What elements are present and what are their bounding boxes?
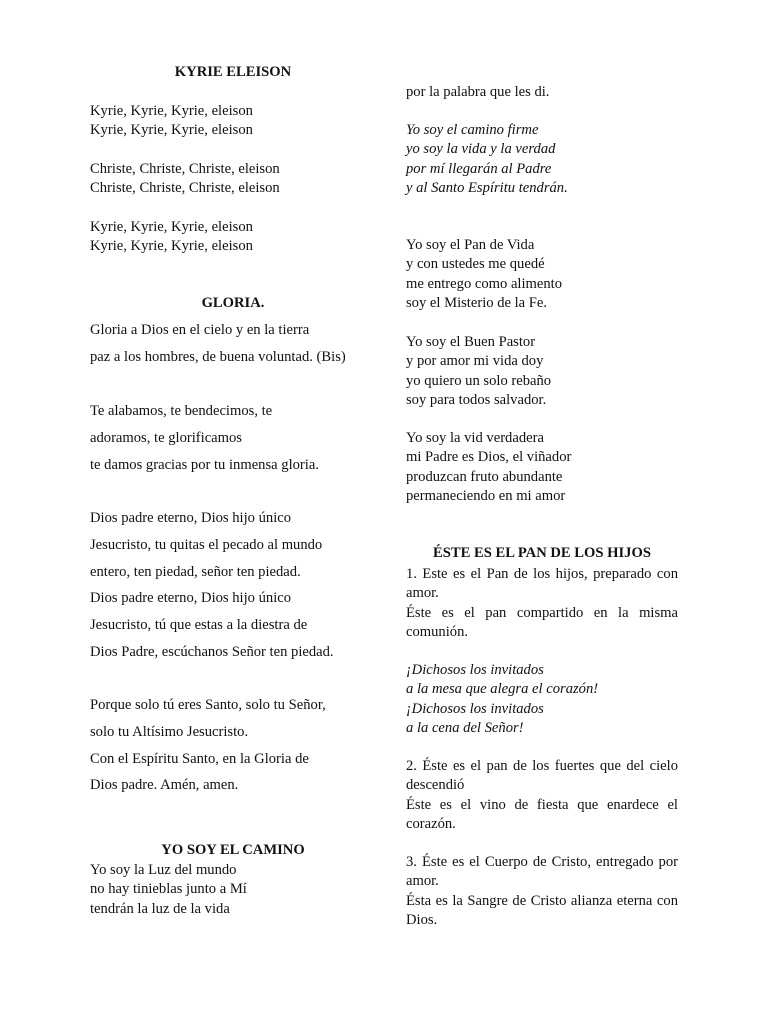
kyrie-stanza-2 [90, 160, 280, 199]
lyric-line: y al Santo Espíritu tendrán. [406, 179, 568, 196]
lyric-line: mi Padre es Dios, el viñador [406, 449, 572, 466]
pan-stanza-3 [406, 853, 678, 930]
lyric-line: por la palabra que les di. [406, 84, 550, 100]
lyric-line: ¡Dichosos los invitados [406, 700, 544, 717]
gloria-stanza-1 [90, 317, 346, 371]
lyric-line: adoramos, te glorificamos [90, 429, 242, 446]
lyric-line: Christe, Christe, Christe, eleison [90, 161, 280, 177]
lyric-line: y con ustedes me quedé [406, 256, 545, 273]
pan-stanza-2 [406, 757, 678, 834]
lyric-line: Kyrie, Kyrie, Kyrie, eleison [90, 219, 253, 235]
pan-title: ÉSTE ES EL PAN DE LOS HIJOS [433, 545, 651, 561]
lyric-line: ¡Dichosos los invitados [406, 662, 544, 678]
lyric-line: Yo soy el Buen Pastor [406, 334, 536, 350]
camino-continuation [406, 83, 549, 102]
lyric-line: Dios padre eterno, Dios hijo único [90, 510, 292, 526]
lyric-line: soy para todos salvador. [406, 391, 547, 408]
lyric-line: Te alabamos, te bendecimos, te [90, 403, 273, 419]
lyric-line: yo soy la vida y la verdad [406, 141, 556, 158]
lyric-line: Dios padre eterno, Dios hijo único [90, 590, 292, 607]
gloria-title: GLORIA. [201, 295, 265, 311]
lyric-line: Con el Espíritu Santo, en la Gloria de [90, 750, 309, 767]
camino-stanza-4 [406, 429, 571, 506]
lyric-line: Kyrie, Kyrie, Kyrie, eleison [90, 103, 253, 119]
lyric-line: Dios padre. Amén, amen. [90, 777, 239, 794]
pan-chorus [406, 661, 598, 738]
lyric-line: Yo soy la vid verdadera [406, 430, 544, 446]
kyrie-title: KYRIE ELEISON [174, 64, 292, 80]
lyric-line: solo tu Altísimo Jesucristo. [90, 723, 249, 740]
lyric-line: Éste es el vino de fiesta que enardece el corazón. [406, 796, 678, 832]
gloria-stanza-4 [90, 692, 326, 799]
lyric-line: Kyrie, Kyrie, Kyrie, eleison [90, 238, 253, 255]
lyric-line: 2. Éste es el pan de los fuertes que del cielo descendió [406, 758, 678, 794]
lyric-line: Éste es el pan compartido en la misma comunión. [406, 604, 678, 640]
lyric-line: Jesucristo, tu quitas el pecado al mundo [90, 536, 323, 553]
lyric-line: Yo soy el camino firme [406, 122, 539, 138]
gloria-stanza-2 [90, 398, 319, 478]
camino-stanza-1 [90, 861, 247, 919]
lyric-line: te damos gracias por tu inmensa gloria. [90, 456, 319, 473]
lyric-line: produzcan fruto abundante [406, 468, 563, 485]
lyric-line: Kyrie, Kyrie, Kyrie, eleison [90, 122, 253, 139]
lyric-line: y por amor mi vida doy [406, 353, 544, 370]
lyric-line: Ésta es la Sangre de Cristo alianza eterna con Dios. [406, 892, 678, 928]
lyric-line: me entrego como alimento [406, 275, 563, 292]
lyric-line: Jesucristo, tú que estas a la diestra de [90, 617, 308, 634]
lyric-line: Porque solo tú eres Santo, solo tu Señor, [90, 697, 326, 713]
lyric-line: Gloria a Dios en el cielo y en la tierra [90, 322, 310, 338]
lyric-line: a la cena del Señor! [406, 719, 524, 736]
lyric-line: entero, ten piedad, señor ten piedad. [90, 563, 301, 580]
lyric-line: yo quiero un solo rebaño [406, 372, 552, 389]
camino-stanza-2 [406, 236, 562, 313]
kyrie-stanza-3 [90, 218, 253, 257]
lyric-line: a la mesa que alegra el corazón! [406, 681, 599, 698]
lyric-line: 1. Este es el Pan de los hijos, preparado con amor. [406, 566, 678, 602]
camino-title: YO SOY EL CAMINO [161, 842, 305, 858]
lyric-line: 3. Éste es el Cuerpo de Cristo, entregado por amor. [406, 854, 678, 890]
lyric-line: Yo soy el Pan de Vida [406, 237, 535, 253]
lyric-line: Christe, Christe, Christe, eleison [90, 180, 280, 197]
lyric-line: soy el Misterio de la Fe. [406, 294, 548, 311]
lyric-line: paz a los hombres, de buena voluntad. (Bis) [90, 348, 346, 365]
pan-stanza-1 [406, 565, 678, 642]
lyric-line: no hay tinieblas junto a Mí [90, 881, 247, 898]
camino-stanza-3 [406, 333, 551, 410]
lyric-line: permaneciendo en mi amor [406, 487, 566, 504]
lyric-line: por mí llegarán al Padre [406, 160, 552, 177]
lyric-line: tendrán la luz de la vida [90, 900, 230, 917]
gloria-stanza-3 [90, 505, 334, 666]
lyric-line: Yo soy la Luz del mundo [90, 862, 237, 878]
camino-chorus [406, 121, 568, 198]
lyric-line: Dios Padre, escúchanos Señor ten piedad. [90, 643, 334, 660]
kyrie-stanza-1 [90, 102, 253, 141]
